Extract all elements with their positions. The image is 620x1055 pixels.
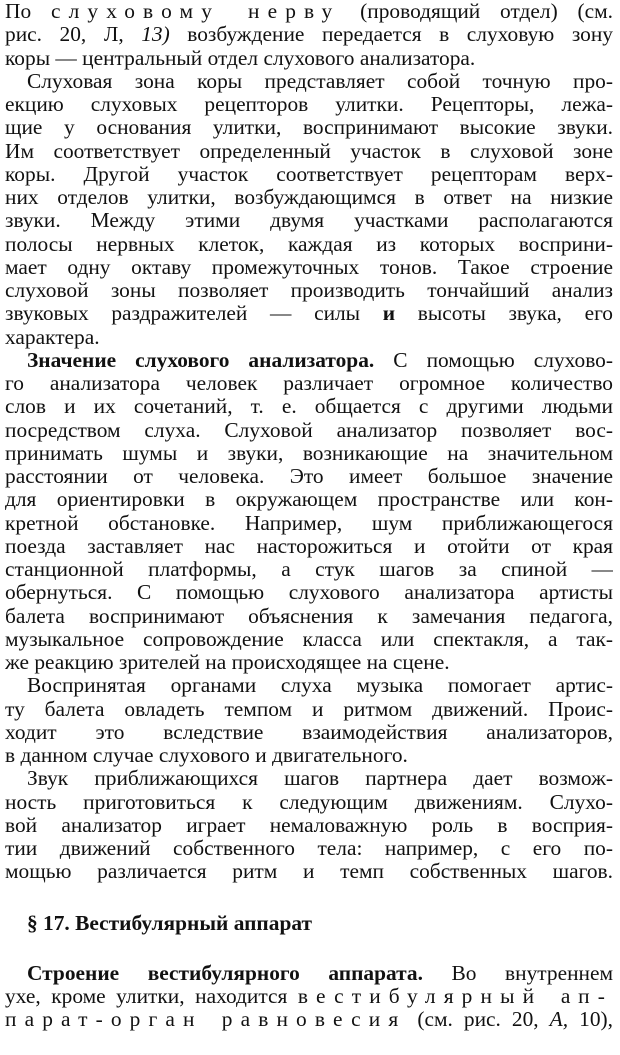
- text-segment: ухе, кроме улитки, находится: [5, 984, 298, 1008]
- text-line: [5, 465, 613, 488]
- text-line: [5, 837, 613, 860]
- text-line: [5, 302, 613, 325]
- text-segment: балета воспринимают объяснения к замечания педагога,: [5, 604, 613, 628]
- paragraph: [5, 70, 613, 349]
- text-line: [5, 558, 613, 581]
- text-line: [5, 419, 613, 442]
- text-segment: полосы нервных клеток, каждая из которых восприни-: [5, 232, 613, 256]
- text-segment: кретной обстановке. Например, шум приближающегося: [5, 511, 613, 535]
- text-segment: коры — центральный отдел слухового анализатора.: [5, 46, 476, 70]
- text-segment: слов и их сочетаний, т. е. общается с другими людьми: [5, 395, 613, 419]
- text-line: [5, 814, 613, 837]
- text-segment: Во внутреннем: [422, 961, 613, 985]
- text-segment: поезда заставляет нас насторожиться и отойти от края: [5, 534, 613, 558]
- text-line: [5, 372, 613, 395]
- text-line: [5, 442, 613, 465]
- text-segment: них отделов улитки, возбуждающимся в ответ на низкие: [5, 186, 613, 209]
- text-line: [5, 186, 613, 209]
- paragraph: [5, 767, 613, 883]
- text-line: [5, 70, 613, 93]
- text-segment: ту балета овладеть темпом и ритмом движений. Проис-: [5, 697, 613, 721]
- text-segment: рис. 20, Л,: [5, 23, 142, 47]
- text-line: [5, 349, 613, 372]
- text-segment: Слуховая зона коры представляет собой точную про-: [27, 69, 613, 93]
- text-segment: мает одну октаву промежуточных тонов. Такое строение: [5, 255, 613, 279]
- text-line: [5, 767, 613, 790]
- text-line: [5, 163, 613, 186]
- text-segment: 10),: [568, 1008, 613, 1031]
- section-heading: § 17. Вестибулярный аппарат: [27, 910, 312, 935]
- text-segment: Им соответствует определенный участок в слуховой зоне: [5, 139, 613, 163]
- text-segment: обернуться. С помощью слухового анализатора артисты: [5, 581, 613, 605]
- text-segment: А,: [549, 1008, 569, 1031]
- text-line: [5, 628, 613, 651]
- text-segment: слуховому нерву: [50, 0, 341, 23]
- text-segment: вестибулярный ап-: [297, 984, 613, 1008]
- text-segment: в данном случае слухового и двигательного.: [5, 744, 408, 767]
- text-line: [5, 721, 613, 744]
- text-segment: Значение слухового анализатора.: [27, 348, 375, 372]
- text-segment: коры. Другой участок соответствует рецепторам верх-: [5, 162, 613, 186]
- text-line: [5, 512, 613, 535]
- text-segment: Воспринятая органами слуха музыка помогает артис-: [27, 674, 613, 698]
- text-segment: станционной платформы, а стук шагов за спиной —: [5, 558, 613, 581]
- paragraph: [5, 0, 613, 70]
- text-segment: го анализатора человек различает огромное количество: [5, 372, 613, 395]
- text-segment: для ориентировки в окружающем пространстве или кон-: [5, 488, 613, 512]
- text-segment: возбуждение передается в слуховую зону: [169, 23, 613, 47]
- text-segment: екцию слуховых рецепторов улитки. Рецепторы, лежа-: [5, 93, 613, 116]
- text-line: [5, 581, 613, 604]
- text-segment: звуки. Между этими двумя участками располагаются: [5, 209, 613, 233]
- text-segment: же реакцию зрителей на происходящее на сцене.: [5, 651, 450, 674]
- text-segment: расстоянии от человека. Это имеет большое значение: [5, 465, 613, 488]
- text-segment: принимать шумы и звуки, возникающие на значительном: [5, 441, 613, 465]
- text-segment: Строение вестибулярного аппарата.: [27, 961, 423, 985]
- text-segment: мощью различается ритм и темп собственных шагов.: [5, 860, 613, 884]
- text-segment: тии движений собственного тела: например, с его по-: [5, 837, 613, 860]
- text-line: [5, 23, 613, 46]
- text-line: [5, 116, 613, 139]
- paragraph: [5, 349, 613, 675]
- text-line: [5, 209, 613, 232]
- paragraph: [5, 674, 613, 767]
- body-text: [5, 0, 613, 884]
- text-line: [5, 0, 613, 23]
- text-line: [5, 279, 613, 302]
- text-segment: вой анализатор играет немаловажную роль в восприя-: [5, 813, 613, 837]
- final-paragraph: [5, 962, 613, 1032]
- text-segment: слуховой зоны позволяет производить тончайший анализ: [5, 279, 613, 302]
- text-segment: С помощью слухово-: [374, 348, 613, 372]
- text-line: [5, 605, 613, 628]
- text-segment: музыкальное сопровождение класса или спектакля, а так-: [5, 627, 613, 651]
- text-line: [5, 698, 613, 721]
- text-line: [5, 860, 613, 883]
- text-segment: посредством слуха. Слуховой анализатор позволяет вос-: [5, 418, 613, 442]
- text-segment: По: [5, 0, 51, 23]
- text-line: [5, 395, 613, 418]
- text-segment: ходит это вследствие взаимодействия анализаторов,: [5, 720, 613, 744]
- text-segment: Звук приближающихся шагов партнера дает возмож-: [27, 767, 613, 791]
- text-segment: высоты звука, его: [395, 302, 613, 326]
- text-segment: звуковых раздражителей — силы: [5, 302, 383, 326]
- text-line: [5, 1008, 613, 1031]
- text-segment: 13): [141, 23, 170, 47]
- text-segment: и: [382, 302, 396, 326]
- text-segment: (см. рис. 20,: [406, 1008, 550, 1031]
- text-segment: характера.: [5, 325, 100, 349]
- text-line: [5, 962, 613, 985]
- text-line: [5, 47, 613, 70]
- text-line: [5, 93, 613, 116]
- text-line: [5, 744, 613, 767]
- text-line: [5, 791, 613, 814]
- text-segment: (проводящий отдел) (см.: [340, 0, 613, 23]
- text-line: [5, 535, 613, 558]
- text-line: [5, 985, 613, 1008]
- book-page: [5, 0, 613, 1031]
- text-segment: парат-орган равновесия: [5, 1008, 407, 1031]
- text-line: [5, 256, 613, 279]
- text-line: [5, 651, 613, 674]
- text-segment: щие у основания улитки, воспринимают высокие звуки.: [5, 116, 613, 140]
- spacer: [5, 936, 613, 962]
- text-line: [5, 326, 613, 349]
- text-line: [5, 233, 613, 256]
- text-line: [5, 488, 613, 511]
- text-line: [5, 140, 613, 163]
- text-line: [5, 674, 613, 697]
- spacer: [5, 884, 613, 912]
- text-segment: ность приготовиться к следующим движениям. Слухо-: [5, 790, 613, 814]
